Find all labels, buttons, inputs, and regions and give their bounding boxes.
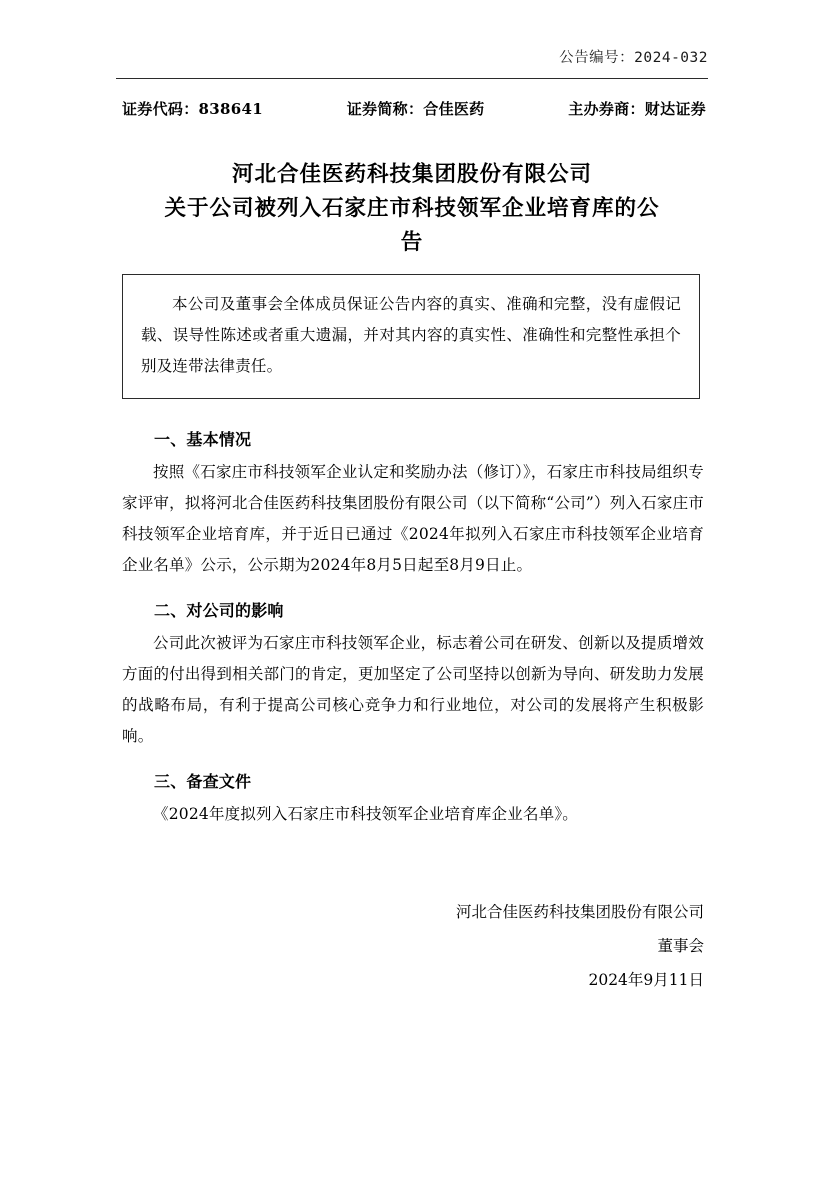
header-divider: [116, 78, 708, 79]
section-heading-1: 一、基本情况: [154, 430, 252, 449]
disclaimer-text: 本公司及董事会全体成员保证公告内容的真实、准确和完整，没有虚假记载、误导性陈述或者重大遗漏，并对其内容的真实性、准确性和完整性承担个别及连带法律责任。: [141, 295, 681, 375]
security-abbr-value: 合佳医药: [423, 100, 485, 118]
security-code: [122, 98, 263, 119]
section-paragraph-2: 公司此次被评为石家庄市科技领军企业，标志着公司在研发、创新以及提质增效方面的付出得到相关部门的肯定，更加坚定了公司坚持以创新为导向、研发助力发展的战略布局，有利于提高公司核心竞争力和行业地位，对公司的发展将产生积极影响。: [122, 634, 704, 745]
page-title: [122, 158, 702, 260]
section-paragraph-3: 《2024年度拟列入石家庄市科技领军企业培育库企业名单》。: [153, 805, 578, 823]
sponsor-broker-label: 主办券商：: [568, 100, 645, 118]
disclaimer-box: [122, 274, 700, 399]
security-abbr-label: 证券简称：: [346, 100, 424, 118]
document-body: [122, 424, 704, 830]
section-heading-2: 二、对公司的影响: [154, 601, 284, 620]
signature-block: [122, 895, 706, 997]
signature-date: 2024年9月11日: [588, 971, 704, 989]
title-line-1: 河北合佳医药科技集团股份有限公司: [231, 162, 592, 187]
signature-board: 董事会: [657, 937, 704, 955]
section-heading-3: 三、备查文件: [154, 772, 252, 791]
security-code-value: 838641: [198, 100, 263, 118]
announcement-number: 公告编号：2024-032: [559, 50, 708, 66]
sponsor-broker: [568, 98, 706, 119]
security-info-row: [122, 98, 706, 119]
security-abbr: [347, 98, 485, 119]
signature-company: 河北合佳医药科技集团股份有限公司: [455, 903, 704, 921]
section-paragraph-1: 按照《石家庄市科技领军企业认定和奖励办法（修订）》，石家庄市科技局组织专家评审，拟将河北合佳医药科技集团股份有限公司（以下简称“公司”）列入石家庄市科技领军企业培育库，并于近日已通过《2024年拟列入石家庄市科技领军企业培育企业名单》公示，公示期为2024年8月5日起至8月9日止。: [122, 463, 704, 574]
title-line-3: 告: [400, 230, 424, 255]
sponsor-broker-value: 财达证券: [644, 100, 706, 118]
security-code-label: 证券代码：: [122, 100, 199, 118]
title-line-2: 关于公司被列入石家庄市科技领军企业培育库的公: [164, 196, 660, 221]
